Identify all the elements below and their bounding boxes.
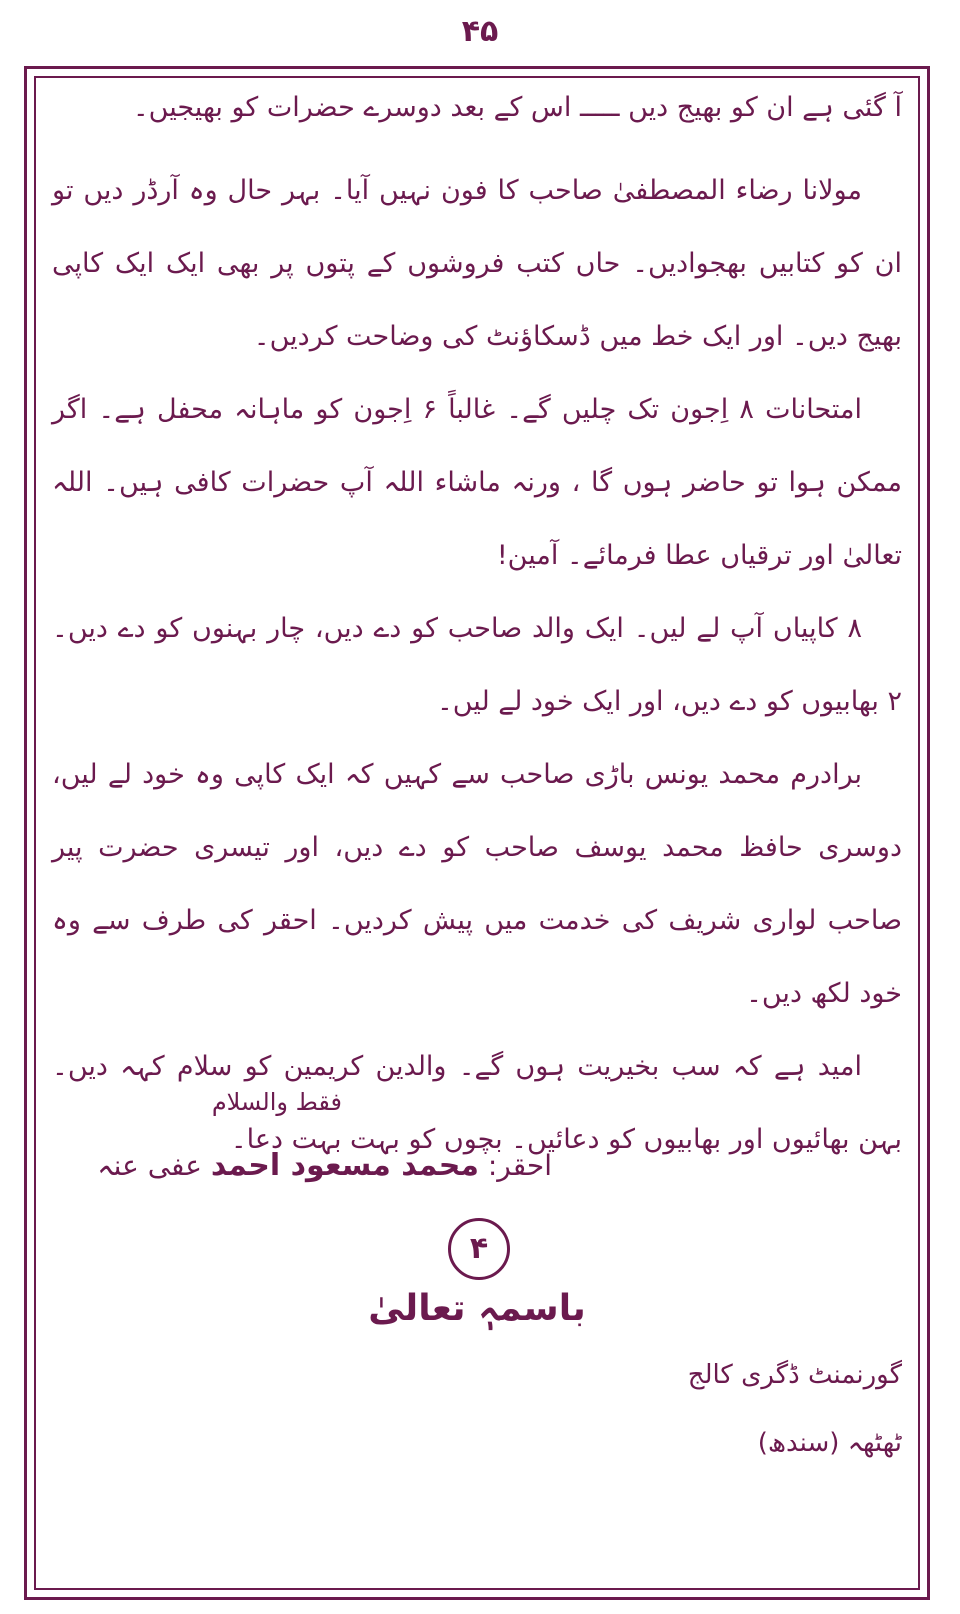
closing-salaam: فقط والسلام: [211, 1088, 342, 1116]
paragraph-5: برادرم محمد یونس باڑی صاحب سے کہیں کہ ایک کاپی وہ خود لے لیں، دوسری حافظ محمد یوسف صاحب کو دے دیں، اور تیسری حضرت پیر صاحب لواری شریف کی خدمت میں پیش کردیں۔ احقر کی طرف سے وہ خود لکھ دیں۔: [52, 759, 902, 1009]
signature-name: محمد مسعود احمد: [210, 1148, 479, 1183]
letter-content: [52, 88, 902, 1588]
address-line-1: گورنمنٹ ڈگری کالج: [687, 1360, 902, 1390]
address-line-2: ٹھٹھہ (سندھ): [757, 1428, 902, 1458]
paragraph-6: امید ہے کہ سب بخیریت ہوں گے۔ والدین کریمین کو سلام کہہ دیں۔ بہن بھائیوں اور بھابیوں کو دعائیں۔ بچوں کو بہت بہت دعا۔: [52, 1051, 902, 1155]
letter-heading: باسمہٖ تعالیٰ: [368, 1288, 586, 1329]
page-number: ۴۵: [461, 14, 499, 49]
signature-prefix: احقر:: [487, 1149, 552, 1182]
paragraph-2: مولانا رضاء المصطفیٰ صاحب کا فون نہیں آیا۔ بہر حال وہ آرڈر دیں تو ان کو کتابیں بھجوادیں۔ حاں کتب فروشوں کے پتوں پر بھی ایک ایک کاپی بھیج دیں۔ اور ایک خط میں ڈسکاؤنٹ کی وضاحت کردیں۔: [52, 175, 902, 352]
letter-body: [52, 88, 902, 1176]
signature-suffix: عفی عنہ: [97, 1149, 202, 1182]
paragraph-1: آ گئی ہے ان کو بھیج دیں ـــــ اس کے بعد دوسرے حضرات کو بھیجیں۔: [132, 92, 902, 123]
letter-number-badge: ۴: [448, 1218, 510, 1280]
paragraph-3: امتحانات ۸ اِجون تک چلیں گے۔ غالباً ۶ اِجون کو ماہانہ محفل ہے۔ اگر ممکن ہوا تو حاضر ہوں گا ، ورنہ ماشاء اللہ آپ حضرات کافی ہیں۔ اللہ تعالیٰ اور ترقیاں عطا فرمائے۔ آمین!: [52, 394, 902, 571]
signature: [97, 1148, 552, 1183]
paragraph-4: ۸ کاپیاں آپ لے لیں۔ ایک والد صاحب کو دے دیں، چار بہنوں کو دے دیں۔ ۲ بھابیوں کو دے دیں، اور ایک خود لے لیں۔: [52, 613, 902, 717]
